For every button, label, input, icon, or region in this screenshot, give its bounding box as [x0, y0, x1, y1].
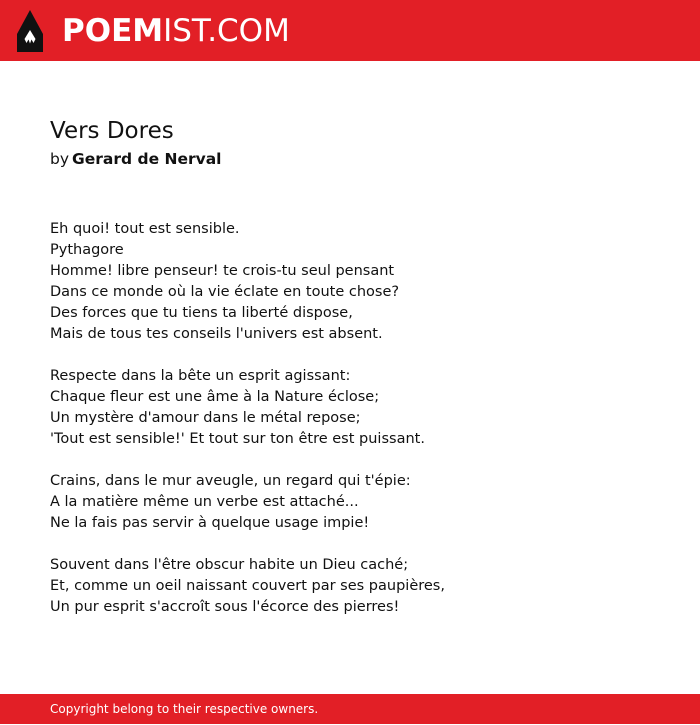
poem-line: Respecte dans la bête un esprit agissant: [50, 368, 351, 384]
poem-line: Eh quoi! tout est sensible. [50, 221, 240, 237]
logo-text-bold: POEM [62, 13, 164, 49]
poem-line: Un mystère d'amour dans le métal repose; [50, 410, 361, 426]
poem-line: Pythagore [50, 242, 124, 258]
copyright-notice: Copyright belong to their respective owners. [50, 702, 319, 716]
poem-line: Un pur esprit s'accroît sous l'écorce des pierres! [50, 599, 400, 615]
poem-stanza-1 [50, 219, 650, 345]
poem-line: Crains, dans le mur aveugle, un regard qui t'épie: [50, 473, 411, 489]
poem-line: Mais de tous tes conseils l'univers est absent. [50, 326, 383, 342]
poem-stanza-3 [50, 471, 650, 534]
poem-line: Ne la fais pas servir à quelque usage impie! [50, 515, 370, 531]
poem-line: Souvent dans l'être obscur habite un Dieu caché; [50, 557, 409, 573]
site-footer [0, 694, 700, 724]
site-logo-link[interactable] [62, 11, 290, 51]
poem-line: 'Tout est sensible!' Et tout sur ton être est puissant. [50, 431, 425, 447]
poem-line: Des forces que tu tiens ta liberté dispose, [50, 305, 353, 321]
poem-line: Chaque fleur est une âme à la Nature éclose; [50, 389, 380, 405]
poem-stanza-2 [50, 366, 650, 450]
poem-stanza-4 [50, 555, 650, 618]
byline-prefix: by [50, 150, 70, 168]
poem-title: Vers Dores [50, 118, 174, 144]
site-header [0, 0, 700, 61]
logo-text-light: IST.COM [163, 13, 290, 49]
poem-line: Et, comme un oeil naissant couvert par ses paupières, [50, 578, 445, 594]
poem-line: A la matière même un verbe est attaché... [50, 494, 359, 510]
poem-byline [50, 148, 222, 170]
poem-line: Dans ce monde où la vie éclate en toute chose? [50, 284, 400, 300]
poem-author: Gerard de Nerval [72, 150, 222, 168]
poem-line: Homme! libre penseur! te crois-tu seul pensant [50, 263, 395, 279]
pencil-logo-icon[interactable] [17, 10, 43, 52]
poem-body [50, 219, 650, 639]
